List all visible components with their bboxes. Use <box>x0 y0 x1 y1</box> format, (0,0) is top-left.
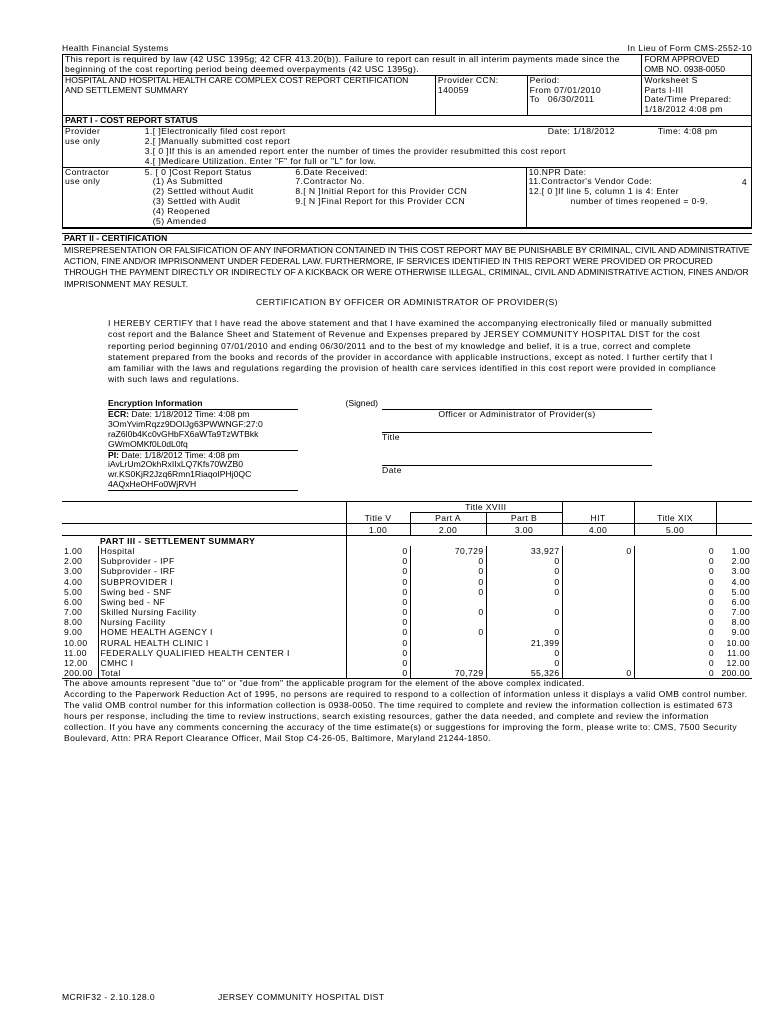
title-xix-value: 0 <box>634 587 716 597</box>
part-a-value: 70,729 <box>410 668 486 678</box>
title-xix-value: 0 <box>634 607 716 617</box>
hit-value <box>562 597 634 607</box>
row-description: Hospital <box>98 546 346 556</box>
part-b-value: 21,399 <box>486 638 562 648</box>
provider-use-label <box>63 127 143 167</box>
part-b-value: 0 <box>486 658 562 668</box>
line-number: 9.00 <box>64 627 83 638</box>
hit-value <box>562 607 634 617</box>
title-label: Title <box>382 432 400 443</box>
cert-body: I HEREBY CERTIFY that I have read the above statement and that I have examined the accompanying electronically filed or manually submitted cost report and the Balance Sheet and Statement of Revenue and Expenses prepared by JERSEY COMMUNITY HOSPITAL DIST for the cost reporting period beginning 07/01/2010 and ending 06/30/2011 and to the best of my knowledge and belief, it is a true, correct and complete statement prepared from the books and records of the provider in accordance with applicable instructions, except as noted. I further certify that I am familiar with the laws and regulations regarding the provision of health care services identified in this cost report were provided in compliance with such laws and regulations. <box>108 318 717 385</box>
col-num-4: 4.00 <box>562 524 634 535</box>
col-hit: HIT <box>562 513 634 524</box>
row-description: Subprovider - IPF <box>98 556 346 566</box>
warning-text: MISREPRESENTATION OR FALSIFICATION OF ANY INFORMATION CONTAINED IN THIS COST REPORT MAY BE PUNISHABLE BY CRIMINAL, CIVIL AND ADMINISTRATIVE ACTION, FINE AND/OR IMPRISONMENT UNDER FEDERAL LAW. FURTHERMORE, IF SERVICES IDENTIFIED IN THIS REPORT WERE PROVIDED OR PROCURED THROUGH THE PAYMENT DIRECTLY OR INDIRECTLY OF A KICKBACK OR WERE OTHERWISE ILLEGAL, CRIMINAL, CIVIL AND ADMINISTRATIVE ACTION, FINES AND/OR IMPRISONMENT MAY RESULT. <box>64 244 750 289</box>
row-description: SUBPROVIDER I <box>98 576 346 586</box>
amounts-note: The above amounts represent "due to" or "due from" the applicable program for the element of the above complex indicated. <box>62 678 752 689</box>
table-row <box>62 658 752 668</box>
signature-lines <box>382 399 652 491</box>
part-b-value: 33,927 <box>486 546 562 556</box>
hit-value <box>562 658 634 668</box>
contractor-use-label <box>63 168 143 227</box>
ecr-line2: raZ6l0b4Kc0vGHbFX6aWTa9TzWTBkk <box>108 428 259 439</box>
line-number-right: 5.00 <box>731 586 750 597</box>
title-v-value: 0 <box>346 587 410 597</box>
title-xix-value: 0 <box>634 658 716 668</box>
part-a-value: 0 <box>410 607 486 617</box>
title-xix-value: 0 <box>634 546 716 556</box>
date-line <box>382 443 652 466</box>
pi-datetime: Date: 1/18/2012 Time: 4:08 pm <box>121 449 240 460</box>
approval-box <box>641 55 751 75</box>
row-description: Subprovider - IRF <box>98 566 346 576</box>
line-number-right: 9.00 <box>731 627 750 638</box>
page-footer <box>62 993 752 1003</box>
item-electronic: 1.[ ]Electronically filed cost report <box>144 126 286 136</box>
date-received: 6.Date Received: <box>295 166 368 177</box>
title-xix-value: 0 <box>634 597 716 607</box>
part-b-value: 0 <box>486 587 562 597</box>
part-a-value <box>410 658 486 668</box>
period-label: Period: <box>529 74 560 85</box>
encryption-title: Encryption Information <box>108 399 298 410</box>
status-opt5: (5) Amended <box>152 215 207 226</box>
hit-value <box>562 627 634 637</box>
status-items <box>143 127 751 167</box>
part-a-value: 0 <box>410 556 486 566</box>
table-row <box>62 627 752 637</box>
line-number-right: 3.00 <box>731 566 750 577</box>
contractor-label: Contractor <box>65 166 110 177</box>
row-description: Nursing Facility <box>98 617 346 627</box>
line-number: 5.00 <box>64 586 83 597</box>
col-num-5: 5.00 <box>634 524 716 535</box>
form-reference: In Lieu of Form CMS-2552-10 <box>627 43 752 53</box>
part-b-value: 55,326 <box>486 668 562 678</box>
cost-report-page <box>62 44 752 744</box>
hit-value <box>562 556 634 566</box>
hit-value <box>562 576 634 586</box>
hit-value <box>562 587 634 597</box>
line-number: 6.00 <box>64 596 83 607</box>
table-row <box>62 566 752 576</box>
line-number: 8.00 <box>64 617 83 628</box>
report-title-line2: AND SETTLEMENT SUMMARY <box>65 84 189 95</box>
system-name: Health Financial Systems <box>62 43 169 53</box>
paperwork-note: According to the Paperwork Reduction Act of 1995, no persons are required to respond to a collection of information unless it displays a valid OMB control number. The valid OMB control number for this information collection is 0938-0050. The time required to complete and review the information collection is estimated 673 hours per response, including the time to review instructions, search existing resources, gather the data needed, and complete and review the information collection. If you have any comments concerning the accuracy of the time estimate(s) or suggestions for improving the form, please write to: CMS, 7500 Security Boulevard, Attn: PRA Report Clearance Officer, Mail Stop C4-26-05, Baltimore, Maryland 21244-1850. <box>64 689 748 744</box>
status-opt2: (2) Settled without Audit <box>152 186 254 197</box>
table-row <box>62 576 752 586</box>
use-only-label: use only <box>65 135 101 146</box>
status-column3 <box>526 168 751 227</box>
title-v-value: 0 <box>346 627 410 637</box>
part-a-value: 0 <box>410 576 486 586</box>
line-number: 1.00 <box>64 545 83 556</box>
period-from: From 07/01/2010 <box>529 84 602 95</box>
cost-report-status: 5. [ 0 ]Cost Report Status <box>144 166 252 177</box>
table-row <box>62 607 752 617</box>
vendor-code-value: 4 <box>741 176 747 187</box>
table-row <box>62 556 752 566</box>
line-number-right: 8.00 <box>731 617 750 628</box>
npr-date: 10.NPR Date: <box>528 166 587 177</box>
hit-value: 0 <box>562 668 634 678</box>
part-b-value: 0 <box>486 648 562 658</box>
part1-section <box>62 116 752 229</box>
table-row <box>62 668 752 678</box>
row-description: CMHC I <box>98 658 346 668</box>
line-number-right: 7.00 <box>731 607 750 618</box>
title-xix-value: 0 <box>634 556 716 566</box>
part-b-value: 0 <box>486 576 562 586</box>
reopened-note: number of times reopened = 0-9. <box>570 196 708 207</box>
software-version: MCRIF32 - 2.10.128.0 <box>62 992 156 1002</box>
status-date: Date: 1/18/2012 <box>547 126 615 136</box>
table-row <box>62 648 752 658</box>
table-row <box>62 638 752 648</box>
initial-report: 8.[ N ]Initial Report for this Provider CCN <box>295 186 468 197</box>
part-b-value <box>486 597 562 607</box>
date-prepared: 1/18/2012 4:08 pm <box>644 104 723 115</box>
line-number-right: 11.00 <box>727 647 750 658</box>
pi-line3: 4AQxHeOHFo0WjRVH <box>108 480 298 491</box>
title-xix-value: 0 <box>634 566 716 576</box>
part-b-value: 0 <box>486 607 562 617</box>
worksheet-label: Worksheet S <box>644 74 698 85</box>
header-box <box>62 54 752 116</box>
line-number: 2.00 <box>64 556 83 567</box>
row-description: FEDERALLY QUALIFIED HEALTH CENTER I <box>98 648 346 658</box>
final-report: 9.[ N ]Final Report for this Provider CCN <box>295 196 466 207</box>
title-v-value: 0 <box>346 607 410 617</box>
col-part-b: Part B <box>486 513 562 524</box>
pi-label: PI: <box>108 449 119 460</box>
title-xviii-header: Title XVIII <box>410 502 562 513</box>
legal-notice: This report is required by law (42 USC 1395g; 42 CFR 413.20(b)). Failure to report can result in all interim payments made since the beginning of the cost reporting period being deemed overpayments (42 USC 1395g). <box>65 53 620 74</box>
contractor-no: 7.Contractor No. <box>295 176 365 187</box>
signature-block <box>108 399 752 491</box>
title-v-value: 0 <box>346 648 410 658</box>
cert-title: CERTIFICATION BY OFFICER OR ADMINISTRATOR OF PROVIDER(S) <box>256 297 558 308</box>
title-v-value: 0 <box>346 617 410 627</box>
col-num-3: 3.00 <box>486 524 562 535</box>
line-number: 7.00 <box>64 607 83 618</box>
col-title-xix: Title XIX <box>634 513 716 524</box>
title-v-value: 0 <box>346 668 410 678</box>
title-v-value: 0 <box>346 597 410 607</box>
contractor-use-only: use only <box>65 176 101 187</box>
part-a-value <box>410 638 486 648</box>
title-v-value: 0 <box>346 576 410 586</box>
row-description: Total <box>98 668 346 678</box>
part2-title: PART II - CERTIFICATION <box>62 233 752 245</box>
line-number: 4.00 <box>64 576 83 587</box>
hit-value <box>562 638 634 648</box>
table-row <box>62 546 752 556</box>
title-xix-value: 0 <box>634 576 716 586</box>
title-xix-value: 0 <box>634 627 716 637</box>
vendor-code-label: 11.Contractor's Vendor Code: <box>528 176 653 187</box>
line-number: 12.00 <box>64 658 88 668</box>
title-v-value: 0 <box>346 638 410 648</box>
col-part-a: Part A <box>410 513 486 524</box>
part-b-value: 0 <box>486 556 562 566</box>
part-a-value: 70,729 <box>410 546 486 556</box>
table-row <box>62 617 752 627</box>
status-column1 <box>143 168 294 227</box>
col-num-1: 1.00 <box>346 524 410 535</box>
line-number: 10.00 <box>64 637 88 648</box>
row-description: Skilled Nursing Facility <box>98 607 346 617</box>
part-a-value: 0 <box>410 587 486 597</box>
line-number-right: 200.00 <box>721 668 750 679</box>
footer-provider-name: JERSEY COMMUNITY HOSPITAL DIST <box>218 992 385 1002</box>
omb-number: OMB NO. 0938-0050 <box>644 63 726 74</box>
ecr-line1: 3OmYvimRqzz9DOIJg63PWWNGF:27:0 <box>108 418 263 429</box>
ecr-line3: GWmOMKf0L0dL0fq <box>108 440 298 451</box>
part-b-value: 0 <box>486 566 562 576</box>
title-xix-value: 0 <box>634 668 716 678</box>
settlement-table <box>62 501 752 678</box>
line-number-right: 1.00 <box>731 545 750 556</box>
period-box <box>527 76 642 116</box>
status-column2 <box>293 168 525 227</box>
pi-line2: wr.KS0KjR2Jzq6Rmn1RiaqoIPHj0QC <box>108 469 252 480</box>
part3-title: PART III - SETTLEMENT SUMMARY <box>98 535 346 546</box>
date-prepared-label: Date/Time Prepared: <box>644 94 732 105</box>
item-manual: 2.[ ]Manually submitted cost report <box>144 135 291 146</box>
report-title-line1: HOSPITAL AND HOSPITAL HEALTH CARE COMPLEX COST REPORT CERTIFICATION <box>65 74 409 85</box>
encryption-info <box>108 399 298 491</box>
part1-title: PART I - COST REPORT STATUS <box>63 116 751 127</box>
title-line <box>382 420 652 433</box>
line-number: 11.00 <box>64 647 87 658</box>
line-number-right: 6.00 <box>731 596 750 607</box>
title-xix-value: 0 <box>634 648 716 658</box>
table-row <box>62 587 752 597</box>
line-number: 3.00 <box>64 566 83 577</box>
row-description: Swing bed - NF <box>98 597 346 607</box>
line-number-right: 12.00 <box>726 658 750 668</box>
worksheet-box <box>641 76 751 116</box>
status-opt4: (4) Reopened <box>152 206 211 216</box>
row-description: HOME HEALTH AGENCY I <box>98 627 346 637</box>
provider-label: Provider <box>65 126 101 136</box>
provider-ccn: Provider CCN: 140059 <box>435 76 527 116</box>
col-title-v: Title V <box>346 513 410 524</box>
hit-value <box>562 648 634 658</box>
item-utilization: 4.[ ]Medicare Utilization. Enter "F" for full or "L" for low. <box>144 155 377 166</box>
pi-line1: iAvLrUm2OkhRxIIxLQ7Kfs70WZB0 <box>108 459 243 470</box>
status-opt1: (1) As Submitted <box>152 176 223 187</box>
part-a-value <box>410 648 486 658</box>
table-row <box>62 597 752 607</box>
date-label: Date <box>382 464 402 475</box>
hit-value <box>562 617 634 627</box>
line-number-right: 4.00 <box>731 576 750 587</box>
part-a-value <box>410 597 486 607</box>
title-v-value: 0 <box>346 546 410 556</box>
hit-value: 0 <box>562 546 634 556</box>
col-num-2: 2.00 <box>410 524 486 535</box>
hit-value <box>562 566 634 576</box>
line-number-right: 10.00 <box>726 637 750 648</box>
line-number: 200.00 <box>64 668 93 679</box>
officer-label: Officer or Administrator of Provider(s) <box>438 409 596 420</box>
title-xix-value: 0 <box>634 638 716 648</box>
report-header <box>62 44 752 54</box>
signed-label: (Signed) <box>345 398 378 409</box>
row-description: Swing bed - SNF <box>98 587 346 597</box>
title-xix-value: 0 <box>634 617 716 627</box>
period-to: To 06/30/2011 <box>529 94 595 105</box>
reopened-item: 12.[ 0 ]If line 5, column 1 is 4: Enter <box>528 186 679 197</box>
row-description: RURAL HEALTH CLINIC I <box>98 638 346 648</box>
line-number-right: 2.00 <box>731 556 750 567</box>
part-a-value <box>410 617 486 627</box>
part-a-value: 0 <box>410 566 486 576</box>
parts-label: Parts I-III <box>644 84 684 95</box>
part-b-value <box>486 617 562 627</box>
ecr-datetime: Date: 1/18/2012 Time: 4:08 pm <box>131 409 250 420</box>
part-b-value: 0 <box>486 627 562 637</box>
status-opt3: (3) Settled with Audit <box>152 196 241 207</box>
title-v-value: 0 <box>346 566 410 576</box>
item-amended: 3.[ 0 ]If this is an amended report enter the number of times the provider resubmitted this cost report <box>144 145 566 156</box>
title-v-value: 0 <box>346 556 410 566</box>
report-title <box>63 76 435 116</box>
status-time: Time: 4:08 pm <box>657 126 718 136</box>
ecr-label: ECR: <box>108 409 130 420</box>
title-v-value: 0 <box>346 658 410 668</box>
part-a-value: 0 <box>410 627 486 637</box>
form-approved: FORM APPROVED <box>644 53 720 64</box>
